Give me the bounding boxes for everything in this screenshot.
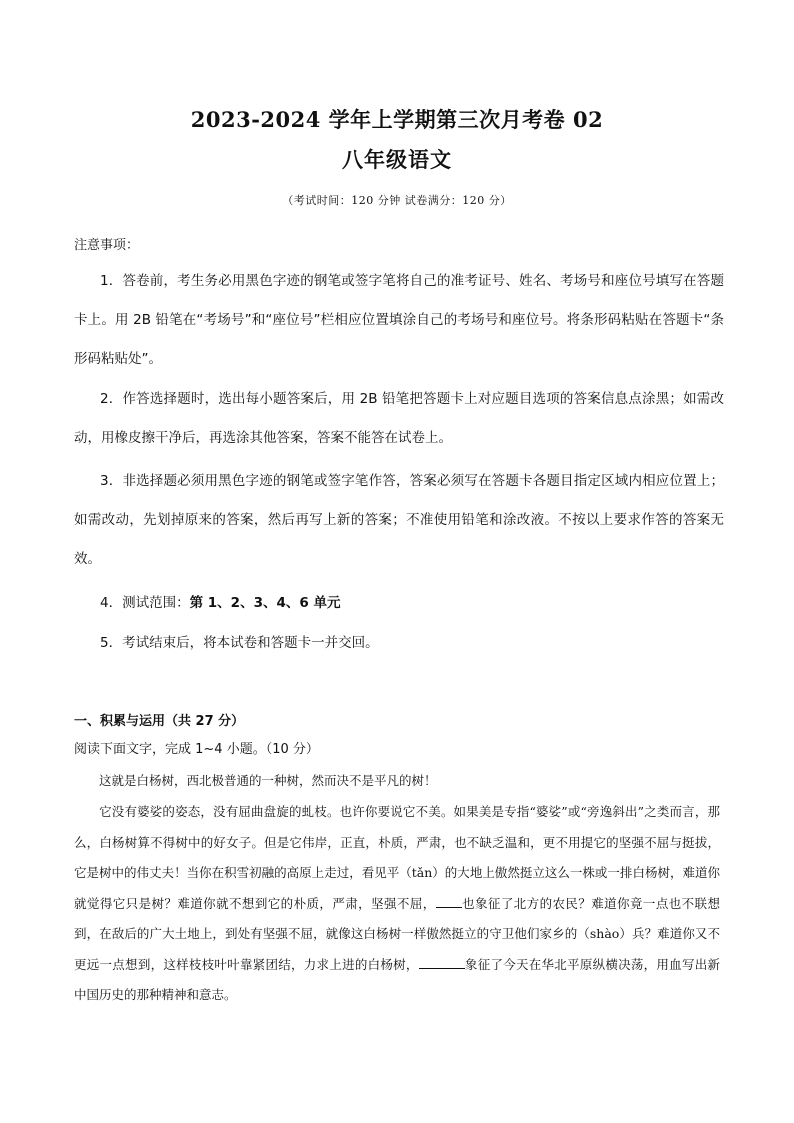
passage-paragraph-2: [74, 797, 720, 1011]
notice-item-5: [74, 624, 724, 663]
exam-subtitle: 八年级语文: [342, 147, 452, 172]
notice-heading: 注意事项：: [74, 238, 140, 253]
notice-item-2-text: 2．作答选择题时，选出每小题答案后，用 2B 铅笔把答题卡上对应题目选项的答案信息点涂黑；如需改动，用橡皮擦干净后，再选涂其他答案，答案不能答在试卷上。: [74, 391, 724, 446]
section-heading: 一、积累与运用（共 27 分）: [74, 714, 245, 729]
notice-item-5-text: 5．考试结束后，将本试卷和答题卡一并交回。: [100, 635, 379, 651]
passage-paragraph-2-text-b: 也象征了北方的农民？难道你竟一点也不联想到，在敌后的广大土地上，到处有坚强不屈，就像这白杨树一样傲然挺立的守卫他们家乡的（shào）兵？难道你又不更远一点想到，这样枝枝叶叶靠紧团结，力求上进的白杨树，: [74, 895, 720, 972]
answer-blank-2[interactable]: [419, 955, 465, 969]
notice-item-3: [74, 462, 724, 579]
notice-item-4-prefix: 4．测试范围：: [100, 595, 190, 611]
reading-instruction: 阅读下面文字，完成 1~4 小题。（10 分）: [74, 742, 319, 757]
notice-item-4: [74, 584, 724, 623]
passage-paragraph-2-text-a: 它没有婆娑的姿态，没有屈曲盘旋的虬枝。也许你要说它不美。如果美是专指“婆娑”或“旁逸斜出”之类而言，那么，白杨树算不得树中的好女子。但是它伟岸，正直，朴质，严肃，也不缺乏温和，更不用提它的坚强不屈与挺拔，它是树中的伟丈夫！当你在积雪初融的高原上走过，看见平（tǎn）的大地上傲然挺立这么一株或一排白杨树，难道你就觉得它只是树？难道你就不想到它的朴质，严肃，坚强不屈，: [74, 804, 720, 911]
notice-item-4-scope: 第 1、2、3、4、6 单元: [189, 595, 341, 611]
exam-info: （考试时间：120 分钟 试卷满分：120 分）: [282, 194, 512, 207]
notice-item-2: [74, 380, 724, 458]
exam-title: 2023-2024 学年上学期第三次月考卷 02: [190, 107, 604, 132]
notice-item-3-text: 3．非选择题必须用黑色字迹的钢笔或签字笔作答，答案必须写在答题卡各题目指定区域内相应位置上；如需改动，先划掉原来的答案，然后再写上新的答案；不准使用铅笔和涂改液。不按以上要求作答的答案无效。: [74, 473, 724, 567]
notice-item-1-text: 1．答卷前，考生务必用黑色字迹的钢笔或签字笔将自己的准考证号、姓名、考场号和座位号填写在答题卡上。用 2B 铅笔在“考场号”和“座位号”栏相应位置填涂自己的考场号和座位号。将条形码粘贴在答题卡“条形码粘贴处”。: [74, 273, 724, 367]
passage-paragraph-2-text-c: 象征了今天在华北平原纵横决荡，用血写出新中国历史的那种精神和意志。: [74, 956, 720, 1002]
passage-paragraph-1-text: 这就是白杨树，西北极普通的一种树，然而决不是平凡的树！: [99, 773, 437, 788]
passage-paragraph-1: [74, 766, 720, 797]
answer-blank-1[interactable]: [436, 894, 462, 908]
notice-item-1: [74, 262, 724, 379]
